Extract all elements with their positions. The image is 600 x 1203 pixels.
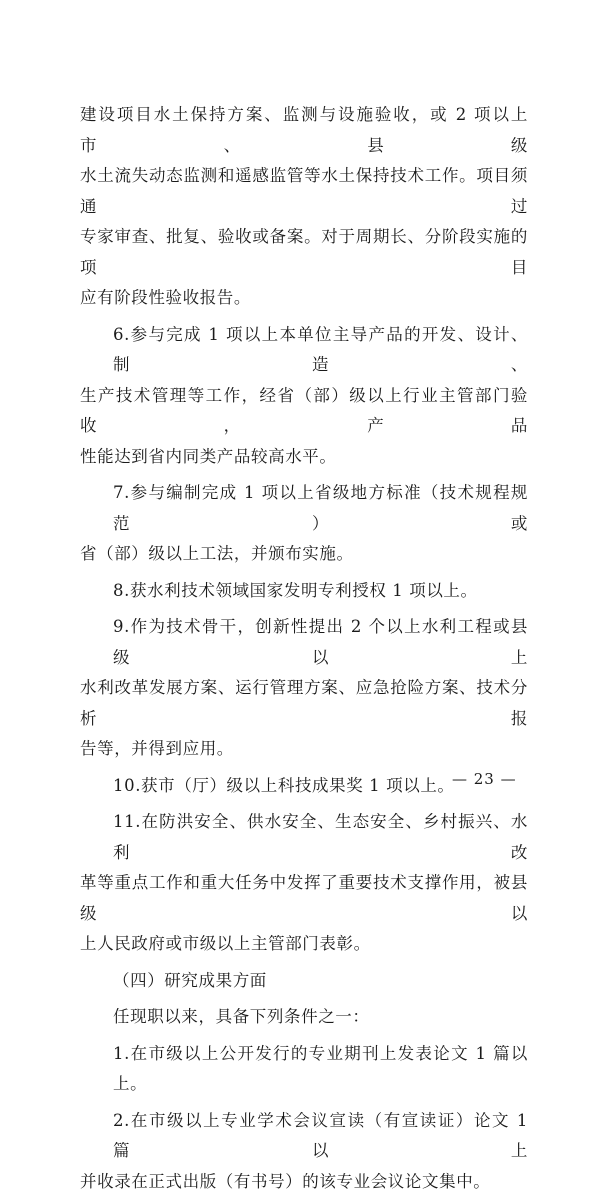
text-line: 应有阶段性验收报告。 (80, 288, 251, 307)
text-line: 8.获水利技术领域国家发明专利授权 1 项以上。 (113, 580, 478, 600)
text-line: 水利改革发展方案、运行管理方案、应急抢险方案、技术分析报 (80, 678, 528, 728)
text-line: 水土流失动态监测和遥感监管等水土保持技术工作。项目须通过 (80, 166, 528, 216)
text-line: 并收录在正式出版（有书号）的该专业会议论文集中。 (80, 1171, 491, 1191)
list-item-11 (80, 807, 528, 960)
text-line: 任现职以来，具备下列条件之一： (113, 1007, 370, 1026)
paragraph-continuation (80, 100, 528, 314)
research-item-2 (80, 1106, 528, 1198)
text-line: 1.在市级以上公开发行的专业期刊上发表论文 1 篇以上。 (113, 1043, 528, 1093)
section-intro (80, 1002, 528, 1033)
text-line: 专家审查、批复、验收或备案。对于周期长、分阶段实施的项目 (80, 227, 528, 277)
text-line: 建设项目水土保持方案、监测与设施验收，或 2 项以上市、县级 (80, 105, 528, 155)
page-number: — 23 — (452, 770, 517, 788)
section-heading (80, 966, 528, 997)
text-line: 上人民政府或市级以上主管部门表彰。 (80, 934, 371, 953)
text-line: 告等，并得到应用。 (80, 739, 234, 758)
text-line: 2.在市级以上专业学术会议宣读（有宣读证）论文 1 篇以上 (113, 1110, 528, 1160)
text-line: 省（部）级以上工法，并颁布实施。 (80, 544, 354, 563)
list-item-8 (80, 576, 528, 607)
text-line: 7.参与编制完成 1 项以上省级地方标准（技术规程规范）或 (113, 483, 528, 533)
text-line: 10.获市（厅）级以上科技成果奖 1 项以上。 (113, 775, 455, 795)
text-line: 性能达到省内同类产品较高水平。 (80, 446, 337, 466)
text-line: 革等重点工作和重大任务中发挥了重要技术支撑作用，被县级以 (80, 873, 528, 923)
text-line: 11.在防洪安全、供水安全、生态安全、乡村振兴、水利改 (113, 812, 528, 862)
text-line: 6.参与完成 1 项以上本单位主导产品的开发、设计、制造、 (113, 324, 528, 374)
text-line: 生产技术管理等工作，经省（部）级以上行业主管部门验收，产品 (80, 385, 528, 435)
document-body (80, 100, 528, 1203)
research-item-1 (80, 1039, 528, 1100)
list-item-7 (80, 478, 528, 570)
text-line: 9.作为技术骨干，创新性提出 2 个以上水利工程或县级以上 (113, 617, 528, 667)
section-heading-text: （四）研究成果方面 (113, 970, 267, 990)
list-item-6 (80, 320, 528, 473)
list-item-9 (80, 612, 528, 765)
